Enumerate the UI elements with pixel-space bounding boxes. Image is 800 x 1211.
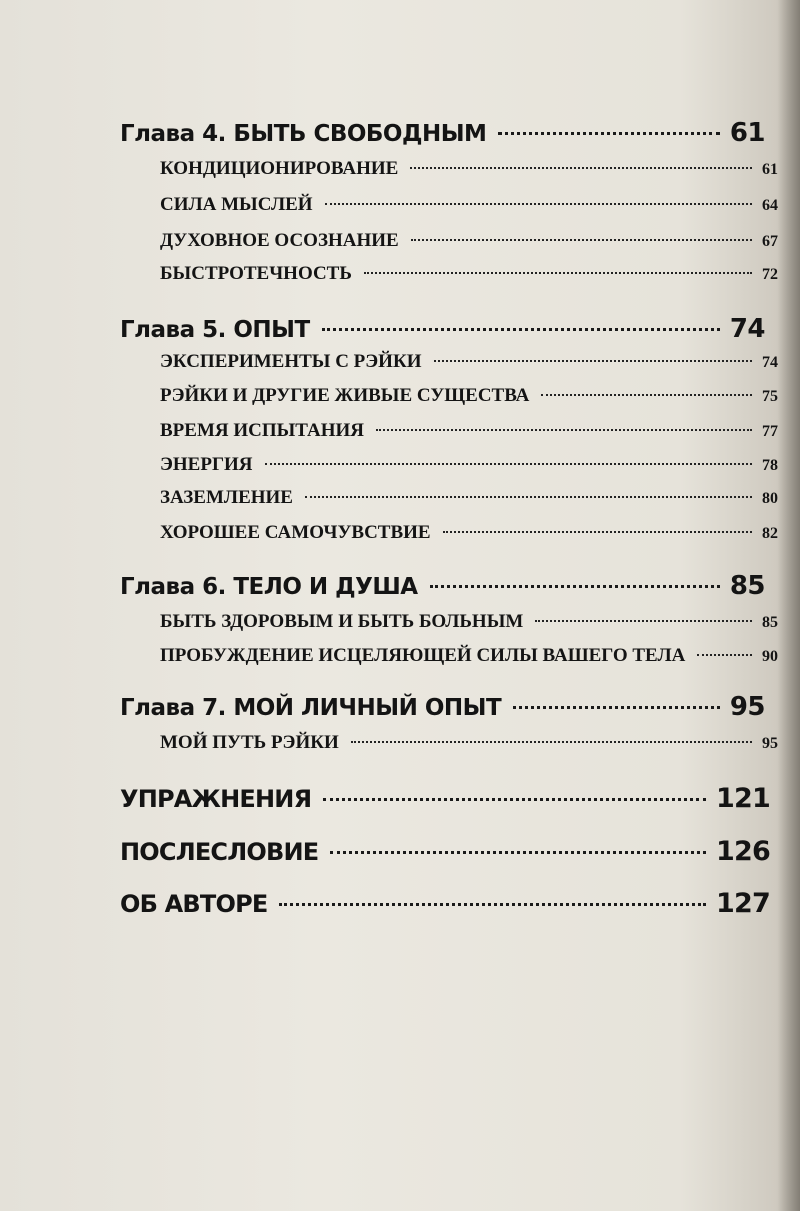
toc-chapter-7[interactable]	[120, 692, 765, 722]
toc-exercises[interactable]	[120, 783, 770, 814]
section-title: БЫСТРОТЕЧНОСТЬ	[160, 263, 352, 284]
section-page-number: 72	[762, 266, 778, 283]
chapter-page-number: 74	[729, 314, 765, 344]
toc-afterword[interactable]	[120, 836, 770, 867]
section-title: РЭЙКИ И ДРУГИЕ ЖИВЫЕ СУЩЕСТВА	[160, 385, 530, 406]
section-page-number: 95	[762, 735, 778, 752]
section-title: ЗАЗЕМЛЕНИЕ	[160, 487, 293, 508]
dot-leader	[535, 620, 752, 622]
section-page-number: 90	[762, 648, 778, 665]
toc-section[interactable]	[160, 263, 778, 285]
toc-section[interactable]	[160, 351, 778, 373]
section-title: МОЙ ПУТЬ РЭЙКИ	[160, 732, 339, 753]
page-spine-shadow	[778, 0, 800, 1211]
dot-leader	[434, 360, 752, 362]
section-page-number: 64	[762, 197, 778, 214]
entry-title: ОБ АВТОРЕ	[120, 890, 268, 918]
toc-section[interactable]	[160, 611, 778, 633]
chapter-title: Глава 6. ТЕЛО И ДУША	[120, 574, 418, 600]
dot-leader	[410, 167, 752, 169]
chapter-title: Глава 7. МОЙ ЛИЧНЫЙ ОПЫТ	[120, 695, 502, 721]
dot-leader	[330, 851, 706, 854]
chapter-page-number: 95	[729, 692, 765, 722]
section-page-number: 78	[762, 457, 778, 474]
toc-chapter-6[interactable]	[120, 571, 765, 601]
section-page-number: 80	[762, 490, 778, 507]
dot-leader	[351, 741, 752, 743]
section-page-number: 77	[762, 423, 778, 440]
dot-leader	[305, 496, 752, 498]
entry-page-number: 121	[716, 783, 770, 814]
toc-section[interactable]	[160, 158, 778, 180]
toc-section[interactable]	[160, 645, 778, 667]
dot-leader	[376, 429, 752, 431]
dot-leader	[411, 239, 752, 241]
toc-chapter-4[interactable]	[120, 118, 765, 148]
dot-leader	[541, 394, 752, 396]
chapter-title: Глава 5. ОПЫТ	[120, 317, 310, 343]
section-page-number: 82	[762, 525, 778, 542]
section-page-number: 75	[762, 388, 778, 405]
section-title: БЫТЬ ЗДОРОВЫМ И БЫТЬ БОЛЬНЫМ	[160, 611, 524, 632]
toc-section[interactable]	[160, 487, 778, 509]
dot-leader	[498, 132, 719, 135]
section-page-number: 61	[762, 161, 778, 178]
dot-leader	[430, 585, 720, 588]
toc-chapter-5[interactable]	[120, 314, 765, 344]
section-title: ЭНЕРГИЯ	[160, 454, 253, 475]
dot-leader	[279, 903, 706, 906]
entry-page-number: 126	[716, 836, 770, 867]
section-title: ПРОБУЖДЕНИЕ ИСЦЕЛЯЮЩЕЙ СИЛЫ ВАШЕГО ТЕЛА	[160, 645, 686, 666]
chapter-page-number: 85	[729, 571, 765, 601]
section-title: КОНДИЦИОНИРОВАНИЕ	[160, 158, 399, 179]
toc-section[interactable]	[160, 230, 778, 252]
toc-about-author[interactable]	[120, 888, 770, 919]
toc-section[interactable]	[160, 194, 778, 216]
section-title: ВРЕМЯ ИСПЫТАНИЯ	[160, 420, 365, 441]
dot-leader	[697, 654, 752, 656]
dot-leader	[443, 531, 752, 533]
section-page-number: 67	[762, 233, 778, 250]
toc-section[interactable]	[160, 522, 778, 544]
entry-title: УПРАЖНЕНИЯ	[120, 785, 312, 813]
section-title: ДУХОВНОЕ ОСОЗНАНИЕ	[160, 230, 399, 251]
chapter-page-number: 61	[729, 118, 765, 148]
chapter-title: Глава 4. БЫТЬ СВОБОДНЫМ	[120, 121, 487, 147]
dot-leader	[265, 463, 752, 465]
dot-leader	[323, 798, 706, 801]
dot-leader	[322, 328, 720, 331]
toc-section[interactable]	[160, 732, 778, 754]
toc-section[interactable]	[160, 454, 778, 476]
section-title: ХОРОШЕЕ САМОЧУВСТВИЕ	[160, 522, 431, 543]
section-title: СИЛА МЫСЛЕЙ	[160, 194, 313, 215]
section-title: ЭКСПЕРИМЕНТЫ С РЭЙКИ	[160, 351, 422, 372]
toc-section[interactable]	[160, 420, 778, 442]
entry-title: ПОСЛЕСЛОВИЕ	[120, 838, 319, 866]
dot-leader	[364, 272, 752, 274]
entry-page-number: 127	[716, 888, 770, 919]
dot-leader	[325, 203, 752, 205]
section-page-number: 85	[762, 614, 778, 631]
dot-leader	[513, 706, 720, 709]
section-page-number: 74	[762, 354, 778, 371]
toc-section[interactable]	[160, 385, 778, 407]
